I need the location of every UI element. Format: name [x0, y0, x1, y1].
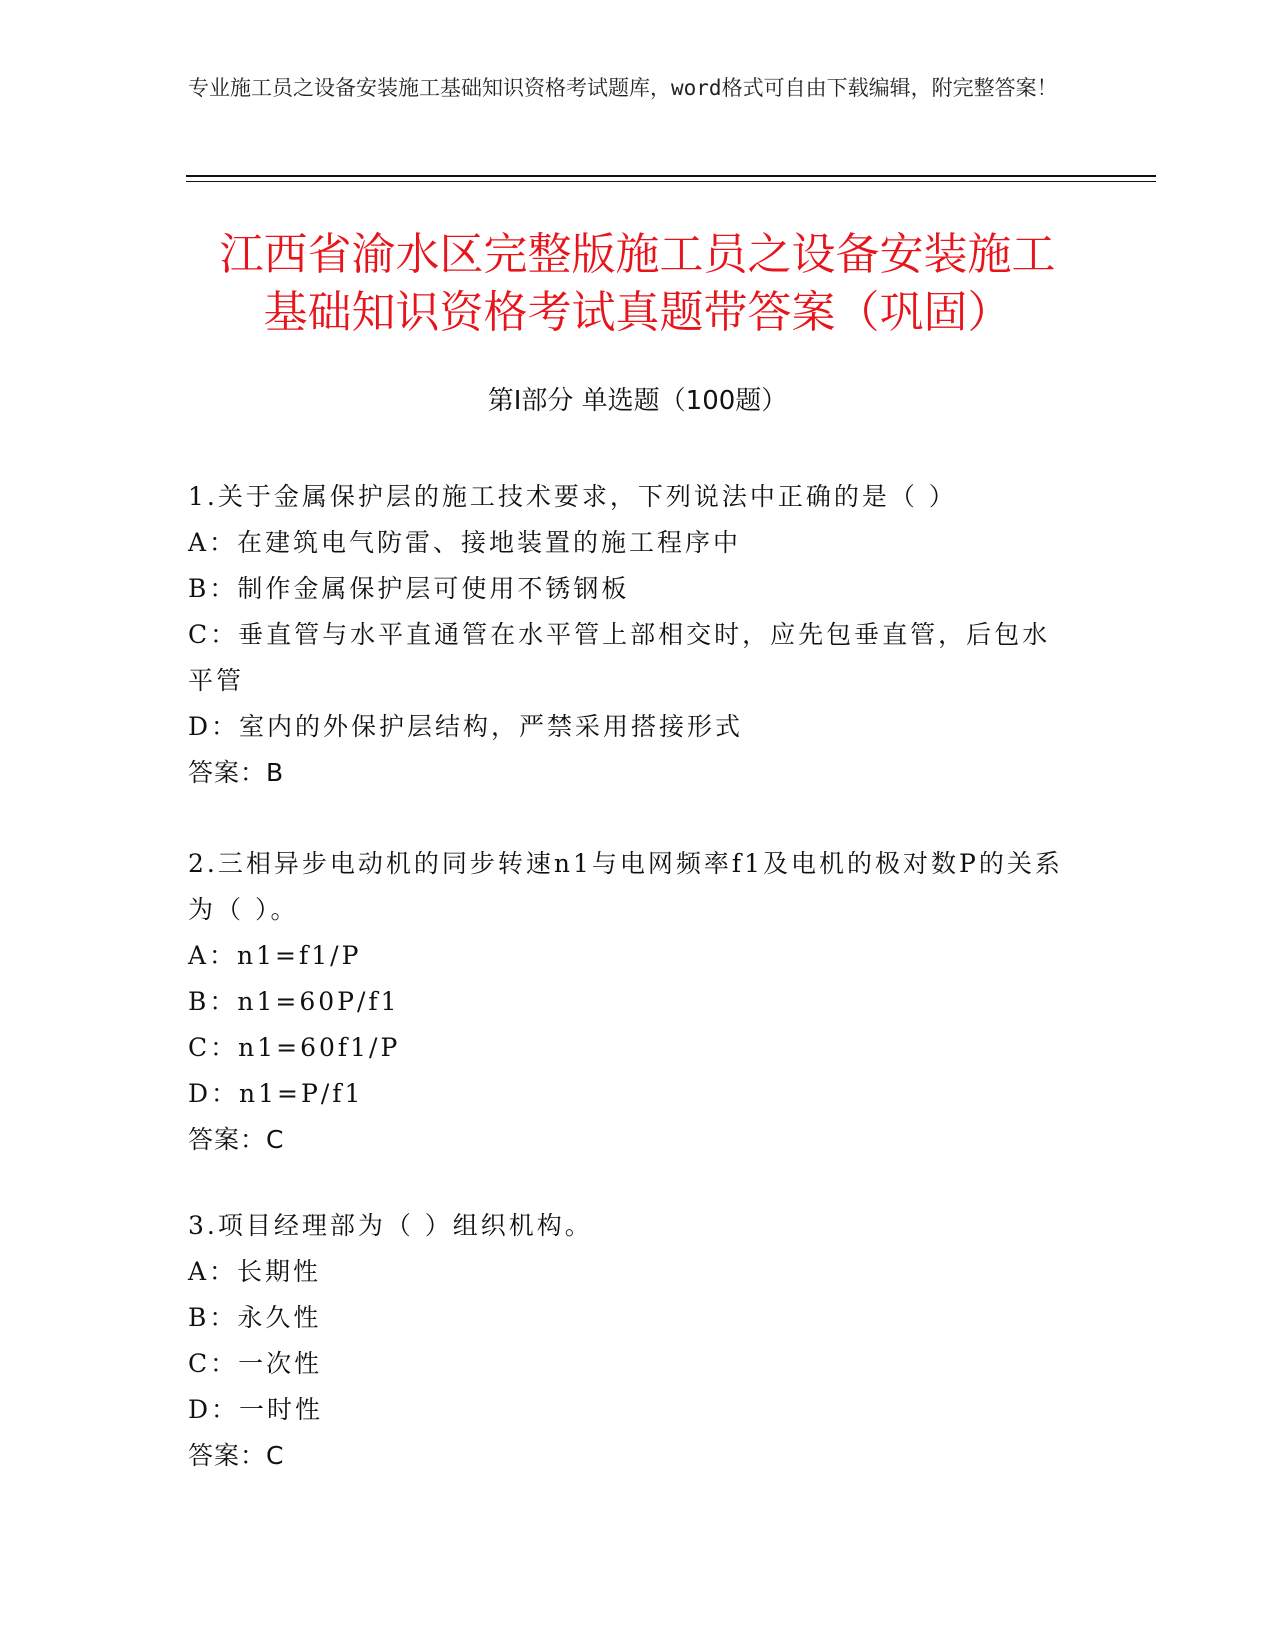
option-c: C：n1=60f1/P: [188, 1033, 401, 1062]
option-b: B：永久性: [188, 1303, 322, 1332]
option-c: C：垂直管与水平直通管在水平管上部相交时，应先包垂直管，后包水平管: [188, 620, 1051, 695]
answer-label: 答案：B: [188, 758, 285, 787]
header-divider-thin: [186, 181, 1156, 182]
question-stem: 3.项目经理部为（ ）组织机构。: [188, 1211, 593, 1240]
document-title: [160, 226, 1115, 342]
option-c: C：一次性: [188, 1349, 323, 1378]
question-1: [188, 474, 1068, 796]
question-3: [188, 1203, 1068, 1479]
option-a: A：在建筑电气防雷、接地装置的施工程序中: [188, 528, 742, 557]
question-spacer: [188, 1163, 1068, 1203]
question-stem: 2.三相异步电动机的同步转速n1与电网频率f1及电机的极对数P的关系为（ ）。: [188, 849, 1063, 924]
header-divider-thick: [186, 175, 1156, 177]
option-d: D：一时性: [188, 1395, 324, 1424]
header-note: 专业施工员之设备安装施工基础知识资格考试题库，word格式可自由下载编辑，附完整答案！: [188, 76, 1058, 100]
section-heading: 第Ⅰ部分 单选题（100题）: [487, 386, 788, 416]
question-stem: 1.关于金属保护层的施工技术要求，下列说法中正确的是（ ）: [188, 482, 957, 511]
document-title-line-1: 江西省渝水区完整版施工员之设备安装施工: [219, 229, 1056, 280]
option-d: D：室内的外保护层结构，严禁采用搭接形式: [188, 712, 744, 741]
option-d: D：n1=P/f1: [188, 1079, 364, 1108]
question-spacer: [188, 796, 1068, 841]
option-a: A：长期性: [188, 1257, 322, 1286]
question-2: [188, 841, 1068, 1163]
answer-label: 答案：C: [188, 1441, 285, 1470]
answer-label: 答案：C: [188, 1125, 285, 1154]
question-list: [188, 474, 1068, 1479]
document-title-line-2: 基础知识资格考试真题带答案（巩固）: [263, 287, 1012, 338]
option-a: A：n1=f1/P: [188, 941, 362, 970]
option-b: B：n1=60P/f1: [188, 987, 400, 1016]
option-b: B：制作金属保护层可使用不锈钢板: [188, 574, 630, 603]
